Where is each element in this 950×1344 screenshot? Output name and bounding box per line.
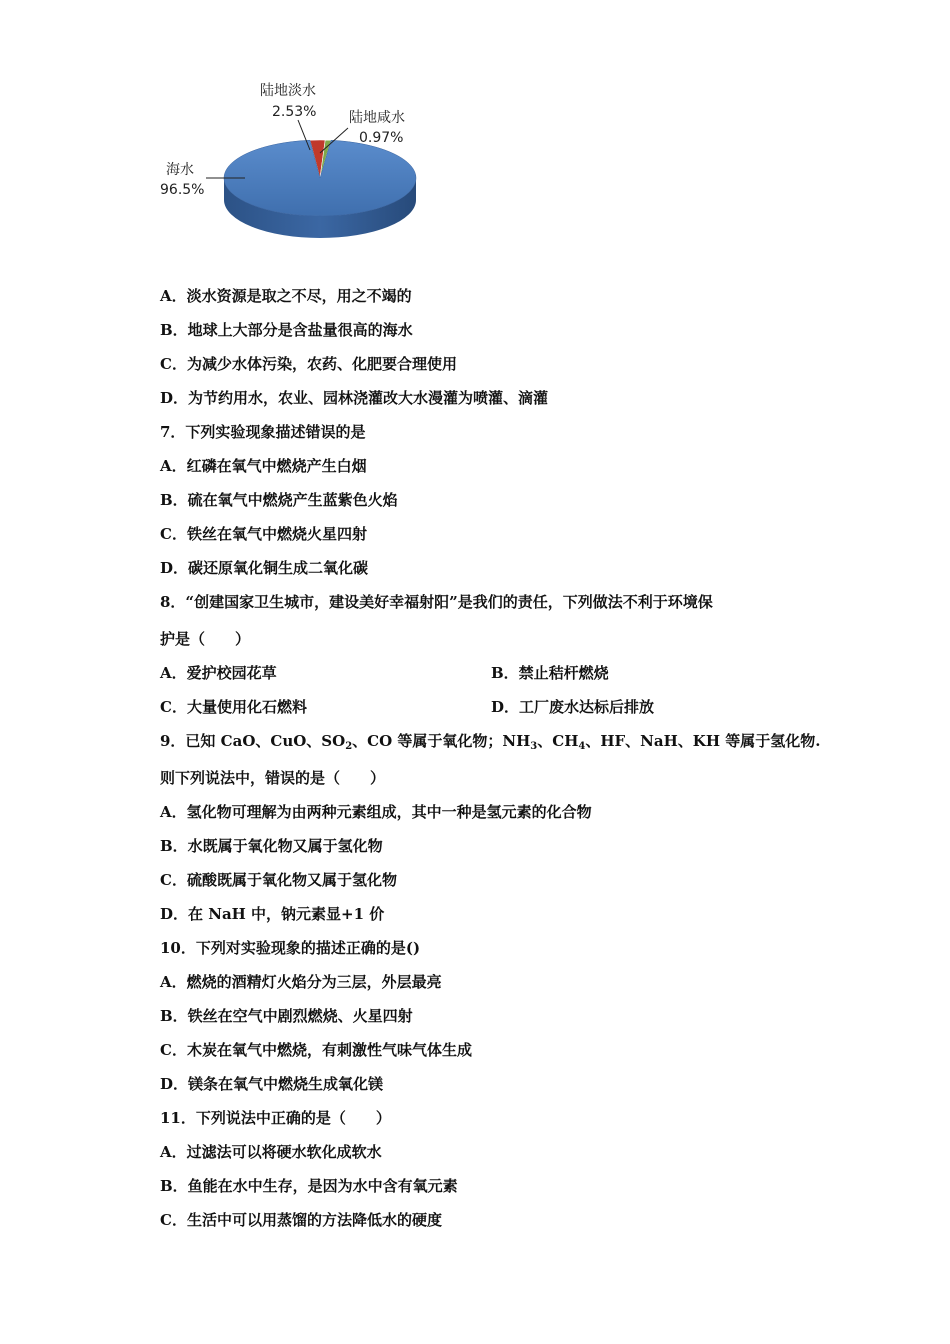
slice-label-saltland: 陆地咸水 bbox=[349, 110, 405, 126]
q8-option-b: B．禁止秸杆燃烧 bbox=[491, 664, 609, 682]
q9-stem-part4: 、HF、NaH、KH 等属于氢化物. bbox=[585, 732, 821, 750]
q9-option-b: B．水既属于氧化物又属于氢化物 bbox=[160, 837, 383, 855]
q10-option-b: B．铁丝在空气中剧烈燃烧、火星四射 bbox=[160, 1007, 413, 1025]
q11-stem: 11．下列说法中正确的是（ ） bbox=[160, 1109, 391, 1127]
q9-option-a: A．氢化物可理解为由两种元素组成，其中一种是氢元素的化合物 bbox=[160, 803, 592, 821]
q10-option-c: C．木炭在氧气中燃烧，有刺激性气味气体生成 bbox=[160, 1041, 472, 1059]
q7-option-b: B．硫在氧气中燃烧产生蓝紫色火焰 bbox=[160, 491, 398, 509]
q7-option-c: C．铁丝在氧气中燃烧火星四射 bbox=[160, 525, 367, 543]
q8-option-c: C．大量使用化石燃料 bbox=[160, 698, 307, 716]
q10-option-a: A．燃烧的酒精灯火焰分为三层，外层最亮 bbox=[160, 973, 442, 991]
q9-option-c: C．硫酸既属于氧化物又属于氢化物 bbox=[160, 871, 397, 889]
q10-option-d: D．镁条在氧气中燃烧生成氧化镁 bbox=[160, 1075, 384, 1093]
q8-stem-line1: 8．“创建国家卫生城市，建设美好幸福射阳”是我们的责任，下列做法不利于环境保 bbox=[160, 593, 713, 611]
q11-option-b: B．鱼能在水中生存，是因为水中含有氧元素 bbox=[160, 1177, 458, 1195]
slice-value-freshwater: 2.53% bbox=[272, 104, 317, 120]
q9-stem-part2: 、CO 等属于氧化物；NH bbox=[352, 732, 531, 750]
q9-stem-part1: 9．已知 CaO、CuO、SO bbox=[160, 732, 346, 750]
q7-option-d: D．碳还原氧化铜生成二氧化碳 bbox=[160, 559, 369, 577]
q9-stem-line1 bbox=[160, 731, 820, 751]
q9-stem-line2: 则下列说法中，错误的是（ ） bbox=[160, 769, 386, 787]
slice-value-seawater: 96.5% bbox=[160, 182, 205, 198]
q7-stem: 7．下列实验现象描述错误的是 bbox=[160, 423, 366, 441]
water-distribution-pie-chart bbox=[150, 78, 430, 268]
q11-option-c: C．生活中可以用蒸馏的方法降低水的硬度 bbox=[160, 1211, 442, 1229]
q6-option-d: D．为节约用水，农业、园林浇灌改大水漫灌为喷灌、滴灌 bbox=[160, 389, 549, 407]
pie-group bbox=[224, 140, 416, 238]
q9-stem-sub1: 2 bbox=[345, 741, 353, 752]
slice-label-seawater: 海水 bbox=[166, 162, 194, 178]
q9-stem-sub3: 4 bbox=[578, 741, 586, 752]
q10-stem: 10．下列对实验现象的描述正确的是() bbox=[160, 939, 421, 957]
q9-stem-part3: 、CH bbox=[537, 732, 579, 750]
q8-stem-line2: 护是（ ） bbox=[160, 630, 251, 648]
q6-option-a: A．淡水资源是取之不尽，用之不竭的 bbox=[160, 287, 412, 305]
q8-option-d: D．工厂废水达标后排放 bbox=[491, 698, 655, 716]
q6-option-b: B．地球上大部分是含盐量很高的海水 bbox=[160, 321, 413, 339]
q9-option-d: D．在 NaH 中，钠元素显+1 价 bbox=[160, 905, 385, 923]
q7-option-a: A．红磷在氧气中燃烧产生白烟 bbox=[160, 457, 367, 475]
slice-value-saltland: 0.97% bbox=[359, 130, 404, 146]
q8-option-a: A．爱护校园花草 bbox=[160, 664, 277, 682]
q9-stem-sub2: 3 bbox=[530, 741, 538, 752]
q6-option-c: C．为减少水体污染，农药、化肥要合理使用 bbox=[160, 355, 457, 373]
slice-label-freshwater: 陆地淡水 bbox=[260, 83, 316, 99]
q11-option-a: A．过滤法可以将硬水软化成软水 bbox=[160, 1143, 382, 1161]
